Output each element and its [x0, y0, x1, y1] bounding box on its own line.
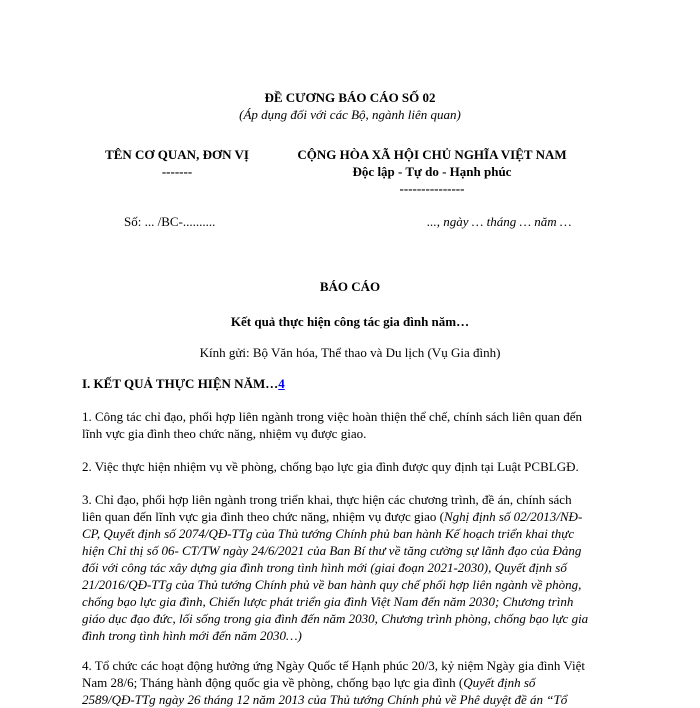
paragraph-line	[82, 674, 622, 691]
paragraph-text: Nam 28/6; Tháng hành động quốc gia về phòng, chống bạo lực gia đình (	[82, 675, 464, 690]
paragraph-line: 2589/QĐ-TTg ngày 26 tháng 12 năm 2013 của Thủ tướng Chính phủ về Phê duyệt đề án “Tổ	[82, 692, 568, 707]
paragraph-line: đình trong tình hình mới đến năm 2030…)	[82, 628, 302, 643]
section-heading	[82, 375, 285, 392]
paragraph-line: giáo dục đạo đức, lối sống trong gia đình đến năm 2030, Chương trình phòng, chống bạo lực gia	[82, 611, 589, 626]
report-subject: Kết quả thực hiện công tác gia đình năm…	[230, 314, 470, 329]
paragraph-line: lĩnh vực gia đình theo chức năng, nhiệm vụ được giao.	[82, 426, 367, 441]
country-name: CỘNG HÒA XÃ HỘI CHỦ NGHĨA VIỆT NAM	[297, 147, 567, 162]
paragraph-1	[82, 408, 622, 442]
report-outline-title: ĐỀ CƯƠNG BÁO CÁO SỐ 02	[264, 90, 436, 105]
paragraph-3	[82, 491, 622, 644]
report-recipient: Kính gửi: Bộ Văn hóa, Thể thao và Du lịch (Vụ Gia đình)	[199, 345, 501, 360]
paragraph-line: CP, Quyết định số 2074/QĐ-TTg của Thủ tướng Chính phủ ban hành Kế hoạch triển khai thực	[82, 526, 575, 541]
paragraph-italic-text: Quyết định số	[463, 675, 536, 690]
paragraph-text: liên quan đến lĩnh vực gia đình theo chức năng, nhiệm vụ được giao (	[82, 509, 444, 524]
paragraph-line: 3. Chỉ đạo, phối hợp liên ngành trong triển khai, thực hiện các chương trình, đề án, chính sách	[82, 492, 572, 507]
paragraph-line: 21/2016/QĐ-TTg của Thủ tướng Chính phủ về ban hành quy chế phối hợp liên ngành về phòng,	[82, 577, 582, 592]
paragraph-line: đối với công tác xây dựng gia đình trong tình hình mới (giai đoạn 2021-2030), Quyết định số	[82, 560, 567, 575]
footnote-link[interactable]: 4	[278, 376, 285, 391]
paragraph-2	[82, 458, 622, 475]
motto-rule: ---------------	[399, 181, 465, 196]
paragraph-line: 2. Việc thực hiện nhiệm vụ về phòng, chống bạo lực gia đình được quy định tại Luật PCBLGĐ.	[82, 459, 579, 474]
agency-rule: -------	[161, 164, 193, 179]
paragraph-4	[82, 657, 622, 708]
report-heading: BÁO CÁO	[319, 279, 381, 294]
document-date: ..., ngày … tháng … năm …	[427, 214, 572, 229]
national-motto: Độc lập - Tự do - Hạnh phúc	[352, 164, 512, 179]
paragraph-line: 1. Công tác chỉ đạo, phối hợp liên ngành trong việc hoàn thiện thể chế, chính sách liên quan đến	[82, 409, 583, 424]
paragraph-line: hiện Chỉ thị số 06- CT/TW ngày 24/6/2021 của Ban Bí thư về tăng cường sự lãnh đạo của Đảng	[82, 543, 582, 558]
paragraph-italic-text: Nghị định số 02/2013/NĐ-	[443, 509, 583, 524]
section-heading-text: I. KẾT QUẢ THỰC HIỆN NĂM…	[82, 376, 279, 391]
paragraph-line: 4. Tổ chức các hoạt động hưởng ứng Ngày Quốc tế Hạnh phúc 20/3, kỷ niệm Ngày gia đình Việt	[82, 658, 585, 673]
paragraph-line: chống bạo lực gia đình, Chiến lược phát triển gia đình Việt Nam đến năm 2030; Chương trình	[82, 594, 574, 609]
report-outline-subtitle: (Áp dụng đối với các Bộ, ngành liên quan)	[239, 107, 461, 122]
document-number: Số: ... /BC-..........	[124, 214, 216, 229]
agency-name: TÊN CƠ QUAN, ĐƠN VỊ	[105, 147, 249, 162]
paragraph-line	[82, 508, 622, 525]
